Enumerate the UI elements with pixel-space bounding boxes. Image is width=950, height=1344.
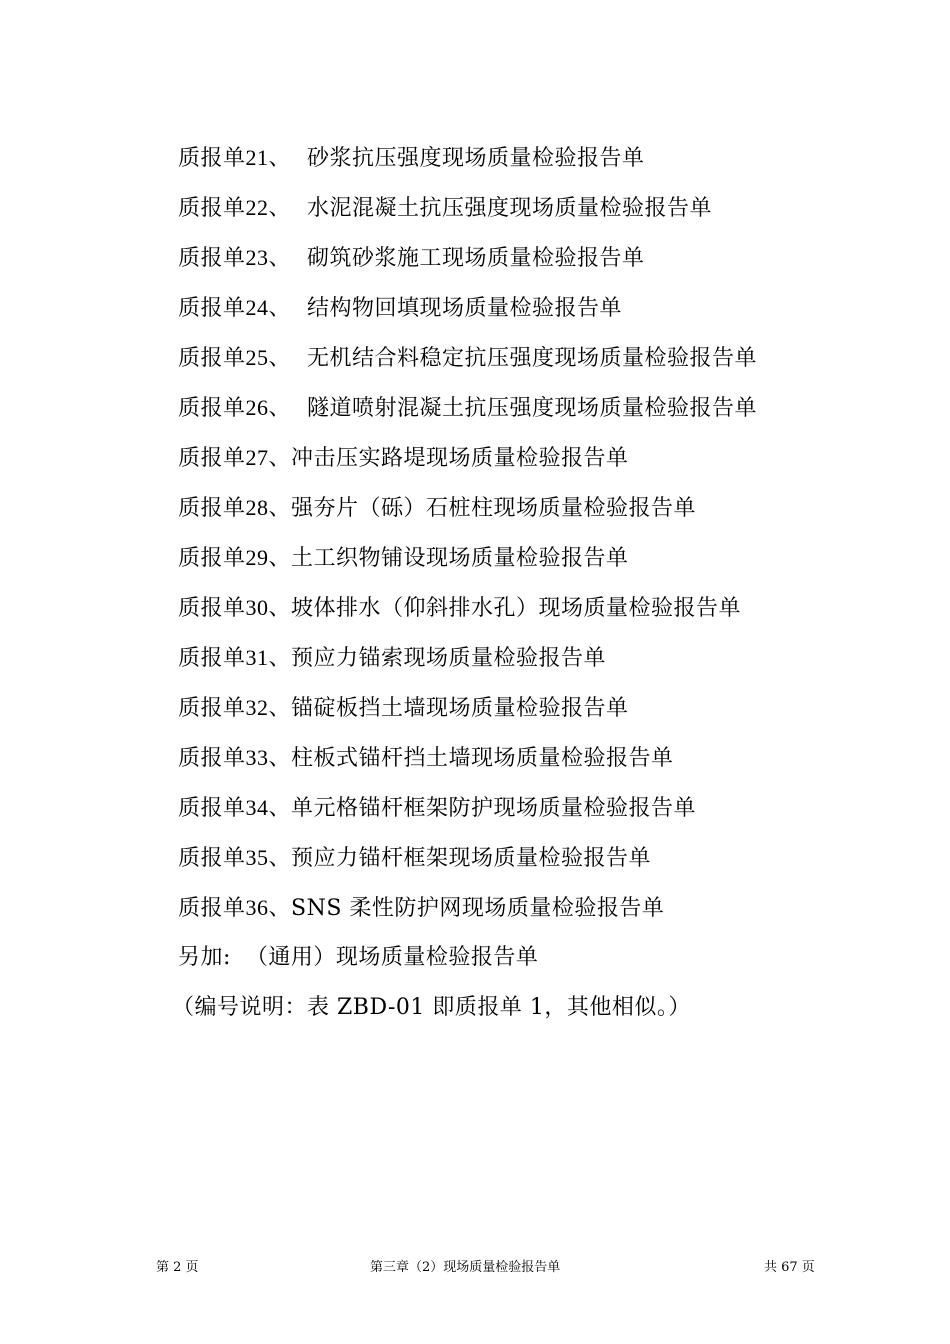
page-footer	[0, 1256, 950, 1280]
list-item: 质报单26、 隧道喷射混凝土抗压强度现场质量检验报告单	[178, 395, 758, 421]
list-item: 质报单22、 水泥混凝土抗压强度现场质量检验报告单	[178, 195, 713, 221]
numbering-note: （编号说明：表 ZBD-01 即质报单 1，其他相似。）	[172, 995, 691, 1020]
list-item: 质报单30、坡体排水（仰斜排水孔）现场质量检验报告单	[178, 595, 742, 621]
list-item: 质报单29、土工织物铺设现场质量检验报告单	[178, 545, 629, 571]
list-item: 质报单21、 砂浆抗压强度现场质量检验报告单	[178, 145, 645, 171]
list-item: 质报单27、冲击压实路堤现场质量检验报告单	[178, 445, 629, 471]
total-pages: 共 67 页	[764, 1260, 815, 1275]
extra-item: 另加: （通用）现场质量检验报告单	[178, 945, 539, 970]
list-item: 质报单31、预应力锚索现场质量检验报告单	[178, 645, 607, 671]
chapter-title: 第三章（2）现场质量检验报告单	[370, 1260, 561, 1275]
list-item: 质报单34、单元格锚杆框架防护现场质量检验报告单	[178, 795, 697, 821]
list-item: 质报单25、 无机结合料稳定抗压强度现场质量检验报告单	[178, 345, 758, 371]
list-item: 质报单23、 砌筑砂浆施工现场质量检验报告单	[178, 245, 645, 271]
list-item: 质报单32、锚碇板挡土墙现场质量检验报告单	[178, 695, 629, 721]
report-list	[172, 138, 878, 1038]
list-item: 质报单28、强夯片（砾）石桩柱现场质量检验报告单	[178, 495, 697, 521]
list-item: 质报单36、SNS 柔性防护网现场质量检验报告单	[178, 895, 665, 921]
list-item: 质报单24、 结构物回填现场质量检验报告单	[178, 295, 623, 321]
page-number: 第 2 页	[156, 1260, 199, 1275]
list-item: 质报单33、柱板式锚杆挡土墙现场质量检验报告单	[178, 745, 674, 771]
list-item: 质报单35、预应力锚杆框架现场质量检验报告单	[178, 845, 652, 871]
